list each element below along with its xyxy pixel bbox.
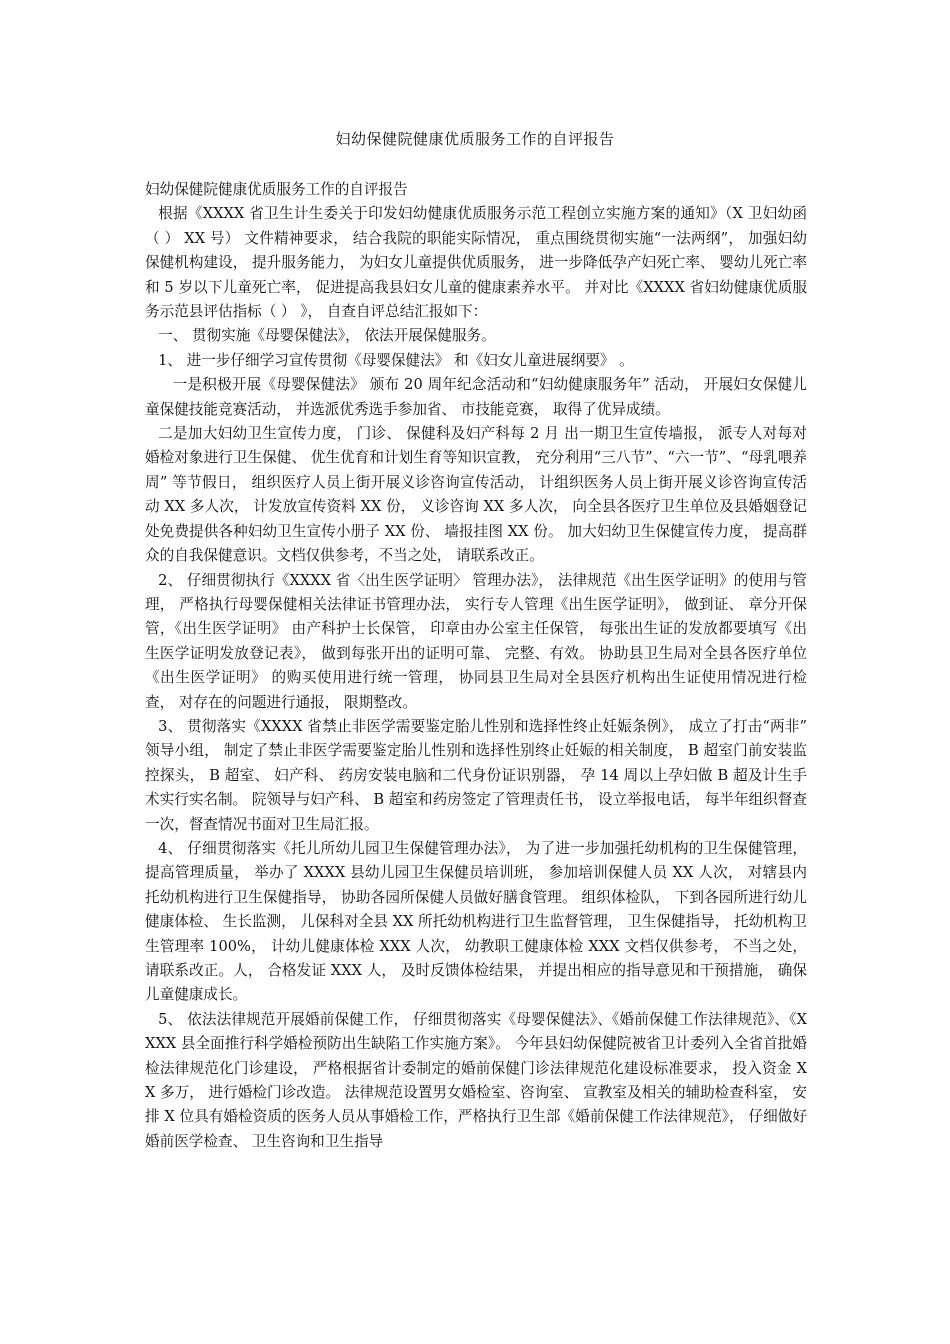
- item-3-paragraph: 3、 贯彻落实《XXXX 省禁止非医学需要鉴定胎儿性别和选择性终止妊娠条例》， 成立了打击“两非” 领导小组， 制定了禁止非医学需要鉴定胎儿性别和选择性别终止妊娠的相关制度， B 超室门前安装监控探头， B 超室、 妇产科、 药房安装电脑和二代身份证识别器， 孕 14 周以上孕妇做 B 超及计生手术实行实名制。 院领导与妇产科、 B 超室和药房签定了管理责任书， 设立举报电话， 每半年组织督查一次，督查情况书面对卫生局汇报。: [145, 717, 807, 833]
- item-2-paragraph: 2、 仔细贯彻执行《XXXX 省〈出生医学证明〉 管理办法》， 法律规范《出生医学证明》的使用与管理， 严格执行母婴保健相关法律证书管理办法， 实行专人管理《出生医学证明》， 做到证、 章分开保管，《出生医学证明》 由产科护士长保管， 印章由办公室主任保管， 每张出生证的发放都要填写《出生医学证明发放登记表》， 做到每张开出的证明可靠、 完整、有效。 协助县卫生局对全县各医疗单位《出生医学证明》 的购买使用进行统一管理， 协同县卫生局对全县医疗机构出生证使用情况进行检查， 对存在的问题进行通报， 限期整改。: [145, 571, 807, 711]
- item-1-heading: 1、 进一步仔细学习宣传贯彻《母婴保健法》 和《妇女儿童进展纲要》 。: [158, 351, 634, 369]
- item-5-paragraph: 5、 依法法律规范开展婚前保健工作， 仔细贯彻落实《母婴保健法》、《婚前保健工作法律规范》、《XXXX 县全面推行科学婚检预防出生缺陷工作实施方案》。 今年县妇幼保健院被省卫计委列入全省首批婚检法律规范化门诊建设， 严格根据省计委制定的婚前保健门诊法律规范化建设标准要求， 投入资金 XX 多万， 进行婚检门诊改造。 法律规范设置男女婚检室、咨询室、 宣教室及相关的辅助检查科室， 安排 X 位具有婚检资质的医务人员从事婚检工作，严格执行卫生部《婚前保健工作法律规范》， 仔细做好婚前医学检查、 卫生咨询和卫生指导: [145, 1010, 807, 1150]
- item-1-point-1: 一是积极开展《母婴保健法》 颁布 20 周年纪念活动和“妇幼健康服务年” 活动， 开展妇女保健儿童保健技能竞赛活动， 并选派优秀选手参加省、 市技能竞赛， 取得了优异成绩。: [145, 376, 807, 418]
- intro-paragraph: 根据《XXXX 省卫生计生委关于印发妇幼健康优质服务示范工程创立实施方案的通知》（X 卫妇幼函（ ） XX 号） 文件精神要求， 结合我院的职能实际情况， 重点围绕贯彻实施“一法两纲”， 加强妇幼保健机构建设， 提升服务能力， 为妇女儿童提供优质服务， 进一步降低孕产妇死亡率、 婴幼儿死亡率和 5 岁以下儿童死亡率， 促进提高我县妇女儿童的健康素养水平。 并对比《XXXX 省妇幼健康优质服务示范县评估指标（ ） 》， 自查自评总结汇报如下：: [145, 205, 807, 321]
- document-title: 妇幼保健院健康优质服务工作的自评报告: [335, 130, 615, 148]
- item-4-paragraph: 4、 仔细贯彻落实《托儿所幼儿园卫生保健管理办法》， 为了进一步加强托幼机构的卫生保健管理， 提高管理质量， 举办了 XXXX 县幼儿园卫生保健员培训班， 参加培训保健人员 XX 人次， 对辖县内托幼机构进行卫生保健指导， 协助各园所保健人员做好膳食管理。 组织体检队， 下到各园所进行幼儿健康体检、 生长监测， 儿保科对全县 XX 所托幼机构进行卫生监督管理， 卫生保健指导， 托幼机构卫生管理率 100%， 计幼儿健康体检 XXX 人次， 幼教职工健康体检 XXX 文档仅供参考， 不当之处， 请联系改正。人， 合格发证 XXX 人， 及时反馈体检结果， 并提出相应的指导意见和干预措施， 确保儿童健康成长。: [145, 839, 807, 1004]
- item-1-point-2: 二是加大妇幼卫生宣传力度， 门诊、 保健科及妇产科每 2 月 出一期卫生宣传墙报， 派专人对每对婚检对象进行卫生保健、 优生优育和计划生育等知识宣教， 充分利用“三八节”、“六一节”、“母乳喂养周” 等节假日， 组织医疗人员上街开展义诊咨询宣传活动， 计组织医务人员上街开展义诊咨询宣传活动 XX 多人次， 计发放宣传资料 XX 份， 义诊咨询 XX 多人次， 向全县各医疗卫生单位及县婚姻登记处免费提供各种妇幼卫生宣传小册子 XX 份、 墙报挂图 XX 份。 加大妇幼卫生保健宣传力度， 提高群众的自我保健意识。文档仅供参考，不当之处， 请联系改正。: [145, 425, 807, 565]
- document-body: [145, 178, 807, 1154]
- body-heading: 妇幼保健院健康优质服务工作的自评报告: [145, 181, 408, 198]
- section-heading-1: 一、 贯彻实施《母婴保健法》， 依法开展保健服务。: [158, 327, 496, 345]
